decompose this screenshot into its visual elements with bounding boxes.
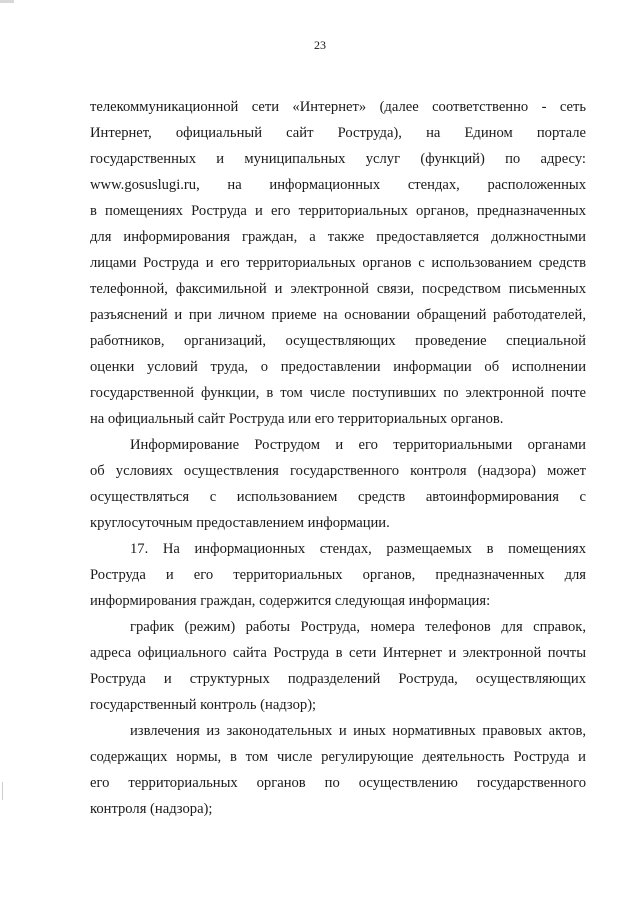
- text-line: информирования граждан, содержится следующая информация:: [90, 593, 491, 609]
- scan-edge-mark: [2, 782, 3, 800]
- text-line: контроля (надзора);: [90, 801, 213, 817]
- text-line: разъяснений и при личном приеме на основании обращений работодателей,: [90, 307, 586, 323]
- text-line: круглосуточным предоставлением информации.: [90, 515, 390, 531]
- text-line: извлечения из законодательных и иных нормативных правовых актов,: [130, 723, 586, 739]
- text-line: государственной функции, в том числе поступивших по электронной почте: [90, 385, 586, 401]
- text-line: содержащих нормы, в том числе регулирующие деятельность Роструда и: [90, 749, 586, 765]
- scan-corner-mark: [0, 0, 14, 3]
- text-line: www.gosuslugi.ru, на информационных стендах, расположенных: [90, 177, 586, 193]
- document-body: [90, 94, 586, 822]
- text-line: работников, организаций, осуществляющих проведение специальной: [90, 333, 586, 349]
- page-number: 23: [314, 38, 326, 52]
- text-line: график (режим) работы Роструда, номера телефонов для справок,: [130, 619, 586, 635]
- text-line: Интернет, официальный сайт Роструда), на Едином портале: [90, 125, 586, 141]
- text-line: для информирования граждан, а также предоставляется должностными: [90, 229, 586, 245]
- text-line: в помещениях Роструда и его территориальных органов, предназначенных: [90, 203, 586, 219]
- text-line: адреса официального сайта Роструда в сети Интернет и электронной почты: [90, 645, 586, 661]
- text-line: Роструда и его территориальных органов, предназначенных для: [90, 567, 586, 583]
- text-line: государственных и муниципальных услуг (функций) по адресу:: [90, 151, 586, 167]
- text-line: осуществляться с использованием средств автоинформирования с: [90, 489, 586, 505]
- text-line: об условиях осуществления государственного контроля (надзора) может: [90, 463, 586, 479]
- text-line: телефонной, факсимильной и электронной связи, посредством письменных: [90, 281, 586, 297]
- text-line: его территориальных органов по осуществлению государственного: [90, 775, 586, 791]
- text-line: телекоммуникационной сети «Интернет» (далее соответственно - сеть: [90, 99, 586, 115]
- text-line: на официальный сайт Роструда или его территориальных органов.: [90, 411, 504, 427]
- text-line: Информирование Рострудом и его территориальными органами: [130, 437, 586, 453]
- text-line: лицами Роструда и его территориальных органов с использованием средств: [90, 255, 586, 271]
- text-line: 17. На информационных стендах, размещаемых в помещениях: [130, 541, 586, 557]
- text-line: оценки условий труда, о предоставлении информации об исполнении: [90, 359, 586, 375]
- text-line: государственный контроль (надзор);: [90, 697, 317, 713]
- text-line: Роструда и структурных подразделений Роструда, осуществляющих: [90, 671, 586, 687]
